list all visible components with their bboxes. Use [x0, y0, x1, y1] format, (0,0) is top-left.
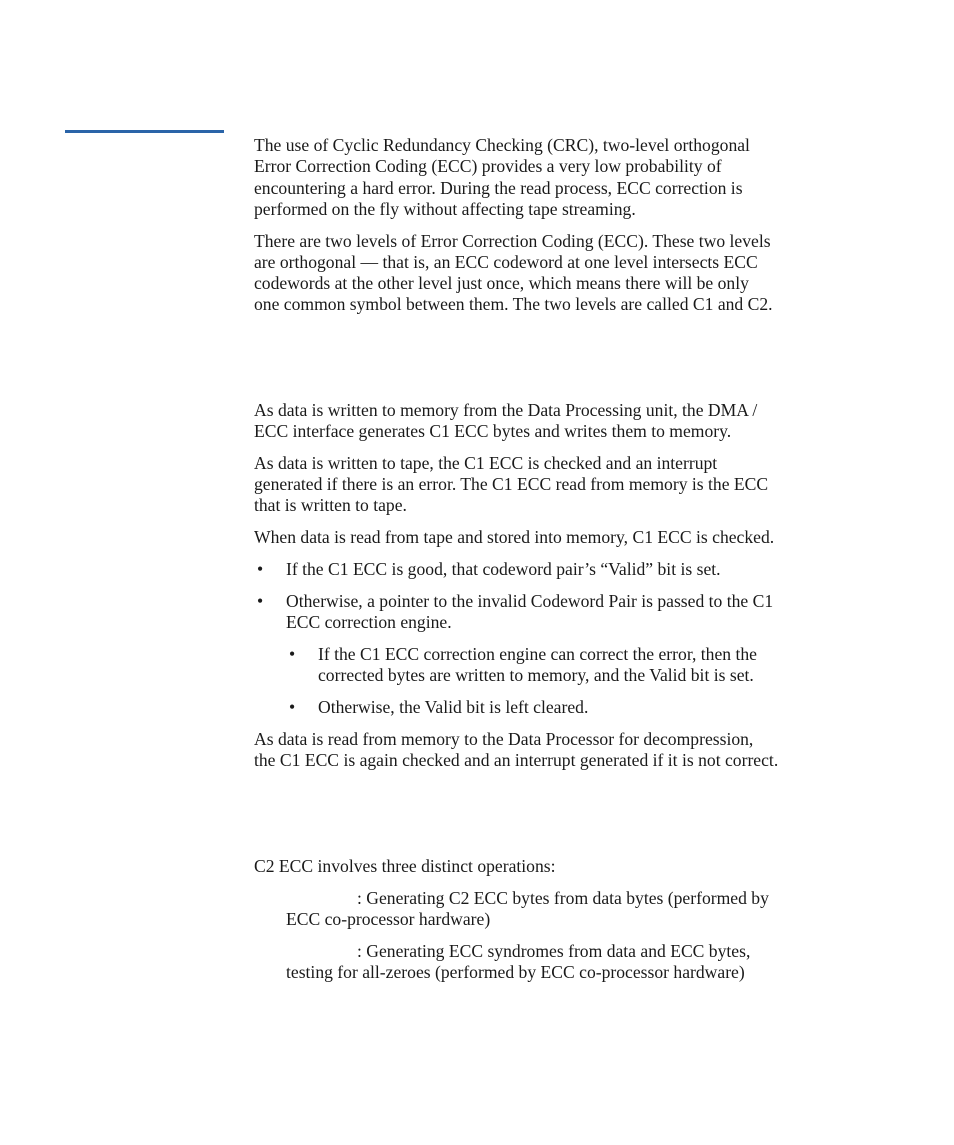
text-line: the C1 ECC is again checked and an interrupt generated if it is not correct.: [254, 750, 779, 770]
bullet-marker: •: [257, 559, 264, 579]
text-line: that is written to tape.: [254, 495, 407, 515]
bullet-marker: •: [257, 591, 264, 611]
list-item-text: ECC co-processor hardware): [286, 909, 491, 929]
list-item-text: : Generating C2 ECC bytes from data bytes (performed by: [357, 888, 769, 908]
text-line: Error Correction Coding (ECC) provides a very low probability of: [254, 156, 722, 176]
list-item-text: Otherwise, a pointer to the invalid Codeword Pair is passed to the C1: [286, 591, 774, 611]
text-line: As data is written to memory from the Data Processing unit, the DMA /: [254, 400, 758, 420]
section-rule: [65, 130, 224, 133]
text-line: As data is read from memory to the Data Processor for decompression,: [254, 729, 754, 749]
text-line: ECC interface generates C1 ECC bytes and writes them to memory.: [254, 421, 732, 441]
text-line: one common symbol between them. The two levels are called C1 and C2.: [254, 294, 773, 314]
list-item-text: Otherwise, the Valid bit is left cleared.: [318, 697, 589, 717]
list-item-text: ECC correction engine.: [286, 612, 452, 632]
c1-paragraph-3: When data is read from tape and stored into memory, C1 ECC is checked.: [254, 527, 775, 547]
list-item-text: testing for all-zeroes (performed by ECC co-processor hardware): [286, 962, 745, 982]
text-line: performed on the fly without affecting tape streaming.: [254, 199, 636, 219]
bullet-marker: •: [289, 644, 296, 664]
list-item-text: corrected bytes are written to memory, and the Valid bit is set.: [318, 665, 754, 685]
bullet-marker: •: [289, 697, 296, 717]
text-line: generated if there is an error. The C1 ECC read from memory is the ECC: [254, 474, 769, 494]
list-item-text: If the C1 ECC is good, that codeword pair’s “Valid” bit is set.: [286, 559, 721, 579]
list-item-text: : Generating ECC syndromes from data and ECC bytes,: [357, 941, 751, 961]
text-line: codewords at the other level just once, which means there will be only: [254, 273, 749, 293]
text-line: are orthogonal — that is, an ECC codeword at one level intersects ECC: [254, 252, 758, 272]
list-item-text: If the C1 ECC correction engine can correct the error, then the: [318, 644, 757, 664]
text-line: As data is written to tape, the C1 ECC is checked and an interrupt: [254, 453, 718, 473]
text-line: There are two levels of Error Correction Coding (ECC). These two levels: [254, 231, 771, 251]
text-line: The use of Cyclic Redundancy Checking (CRC), two-level orthogonal: [254, 135, 750, 155]
text-line: encountering a hard error. During the read process, ECC correction is: [254, 178, 743, 198]
c2-intro: C2 ECC involves three distinct operations:: [254, 856, 556, 876]
